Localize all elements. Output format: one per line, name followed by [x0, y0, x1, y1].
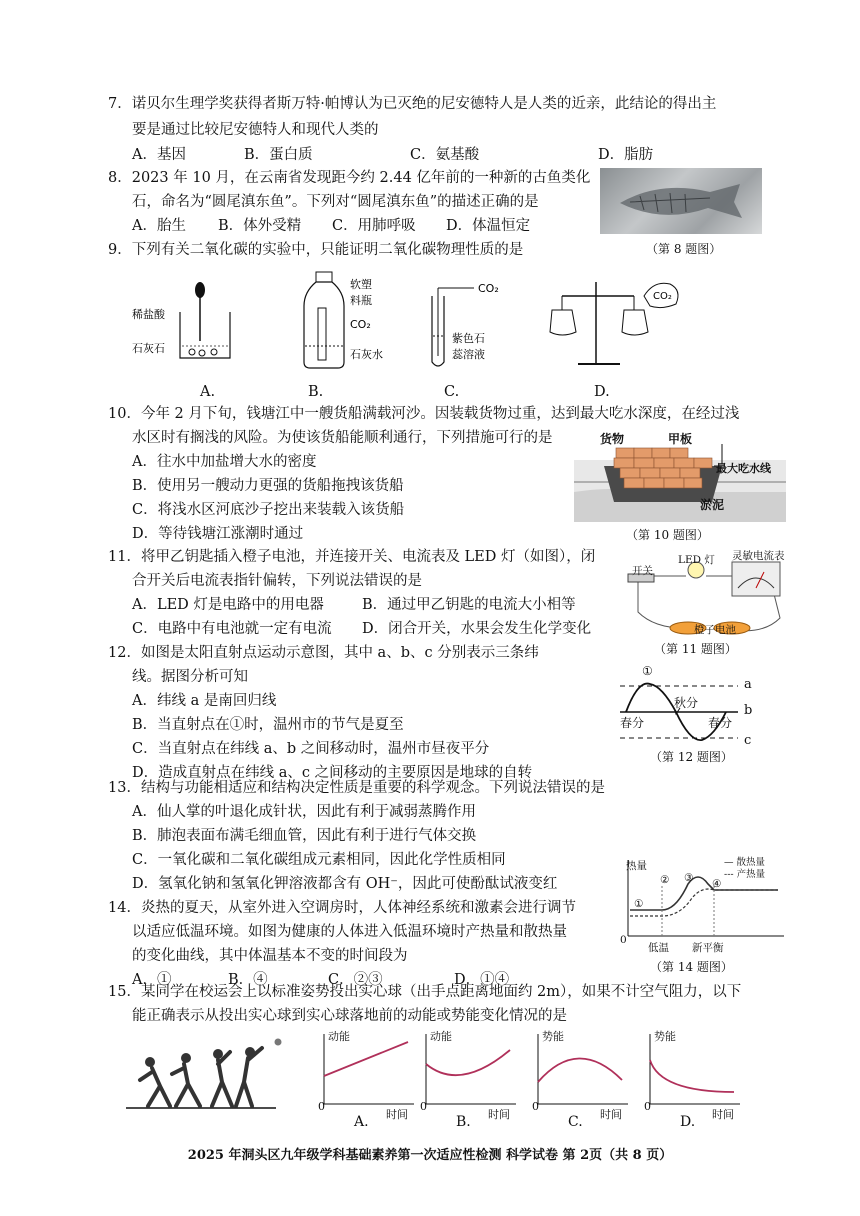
q12-label-c: c	[744, 733, 752, 748]
q12-label-autumn: 秋分	[674, 696, 699, 710]
q15-curve-b	[426, 1050, 510, 1075]
q15-ylabel-d: 势能	[654, 1030, 676, 1043]
q14-caption: （第 14 题图）	[650, 960, 733, 974]
q14-label-yaxis: 热量	[626, 860, 647, 872]
q14-legend-gain: --- 产热量	[724, 869, 766, 880]
q14-option-c: C．②③	[328, 972, 383, 988]
q8-stem-line2: 石，命名为“圆尾滇东鱼”。下列对“圆尾滇东鱼”的描述正确的是	[132, 194, 539, 210]
q13-stem: 13．结构与功能相适应和结构决定性质是重要的科学观念。下列说法错误的是	[108, 780, 605, 796]
q12-option-c: C．当直射点在纬线 a、b 之间移动时，温州市昼夜平分	[132, 741, 490, 757]
q8-option-d: D．体温恒定	[446, 218, 531, 234]
q15-option-c: C.	[568, 1114, 583, 1130]
q9-label-limewater: 石灰水	[350, 348, 383, 361]
q9-stem: 9．下列有关二氧化碳的实验中，只能证明二氧化碳物理性质的是	[108, 242, 524, 258]
q15-origin-c: 0	[532, 1100, 539, 1113]
q10-option-c: C．将浅水区河底沙子挖出来装载入该货船	[132, 502, 405, 518]
q13-option-b: B．肺泡表面布满毛细血管，因此有利于进行气体交换	[132, 828, 477, 844]
q10-stem-line1: 10．今年 2 月下旬，钱塘江中一艘货船满载河沙。因装载货物过重，达到最大吃水深度，在经过浅	[108, 406, 740, 422]
q15-curve-c	[538, 1058, 622, 1082]
q8-caption: （第 8 题图）	[646, 242, 722, 256]
q15-origin-d: 0	[644, 1100, 651, 1113]
q12-label-b: b	[744, 703, 753, 718]
q9-label-bottle2: 料瓶	[350, 294, 372, 307]
q9-label-limestone: 石灰石	[132, 342, 165, 355]
q9-label-acid: 稀盐酸	[132, 308, 165, 321]
q7-stem-line2: 要是通过比较尼安德特人和现代人类的	[132, 122, 379, 138]
q12-label-spring-right: 春分	[708, 716, 733, 730]
q15-option-b: B.	[456, 1114, 471, 1130]
q10-option-d: D．等待钱塘江涨潮时通过	[132, 526, 304, 542]
q15-option-d: D.	[680, 1114, 696, 1130]
q12-caption: （第 12 题图）	[650, 750, 733, 764]
q14-legend-loss: — 散热量	[724, 857, 766, 868]
q14-label-origin: 0	[620, 934, 627, 946]
q11-option-b: B．通过甲乙钥匙的电流大小相等	[362, 597, 576, 613]
q9-label-co2-bag: CO₂	[653, 291, 672, 302]
q15-ylabel-c: 势能	[542, 1030, 564, 1043]
q11-label-switch: 开关	[632, 565, 653, 577]
q15-graph-c	[532, 1030, 632, 1130]
q8-stem-line1: 8．2023 年 10 月，在云南省发现距今约 2.44 亿年前的一种新的古鱼类化	[108, 170, 591, 186]
q13-option-c: C．一氧化碳和二氧化碳组成元素相同，因此化学性质相同	[132, 852, 506, 868]
q15-curve-a	[324, 1042, 408, 1076]
q15-xlabel-d: 时间	[712, 1108, 734, 1121]
q15-origin-b: 0	[420, 1100, 427, 1113]
q15-stem-line1: 15．某同学在校运会上以标准姿势投出实心球（出手点距离地面约 2m），如果不计空气阻力，以下	[108, 984, 742, 1000]
q15-ylabel-a: 动能	[328, 1030, 350, 1043]
q15-graph-b	[420, 1030, 520, 1130]
q10-option-a: A．往水中加盐增大水的密度	[132, 454, 317, 470]
q11-option-a: A．LED 灯是电路中的用电器	[132, 597, 324, 613]
q14-label-r1: ①	[634, 898, 644, 910]
q14-option-a: A．①	[132, 972, 172, 988]
q15-option-a: A.	[354, 1114, 369, 1130]
q14-label-r2: ②	[660, 874, 670, 886]
q15-xlabel-c: 时间	[600, 1108, 622, 1121]
q7-option-a: A．基因	[132, 147, 186, 163]
q15-xlabel-b: 时间	[488, 1108, 510, 1121]
q9-option-b: B.	[308, 384, 324, 400]
q12-label-a: a	[744, 677, 752, 692]
q10-stem-line2: 水区时有搁浅的风险。为使该货船能顺利通行，下列措施可行的是	[132, 430, 553, 446]
q7-option-b: B．蛋白质	[244, 147, 313, 163]
q15-ylabel-b: 动能	[430, 1030, 452, 1043]
q9-label-co2: CO₂	[350, 318, 371, 331]
q15-graph-d	[644, 1030, 744, 1130]
q7-stem-line1: 7．诺贝尔生理学奖获得者斯万特·帕博认为已灭绝的尼安德特人是人类的近亲，此结论的得出主	[108, 96, 717, 112]
q12-stem-line1: 12．如图是太阳直射点运动示意图，其中 a、b、c 分别表示三条纬	[108, 645, 539, 661]
q11-stem-line1: 11．将甲乙钥匙插入橙子电池，并连接开关、电流表及 LED 灯（如图），闭	[108, 549, 596, 565]
q14-stem-line2: 以适应低温环境。如图为健康的人体进入低温环境时产热量和散热量	[132, 924, 567, 940]
q14-label-newbal: 新平衡	[692, 942, 724, 954]
q13-option-d: D．氢氧化钠和氢氧化钾溶液都含有 OH⁻，因此可使酚酞试液变红	[132, 876, 558, 892]
q14-option-b: B．④	[228, 972, 268, 988]
q12-option-b: B．当直射点在①时，温州市的节气是夏至	[132, 717, 404, 733]
q14-label-low: 低温	[648, 942, 669, 954]
q8-option-a: A．胎生	[132, 218, 186, 234]
q13-option-a: A．仙人掌的叶退化成针状，因此有利于减弱蒸腾作用	[132, 804, 476, 820]
q9-label-co2-tube: CO₂	[478, 282, 499, 295]
q9-option-c: C.	[444, 384, 460, 400]
q10-label-waterline: 最大吃水线	[716, 462, 771, 475]
q9-experiment-figures	[130, 266, 690, 376]
q11-caption: （第 11 题图）	[654, 642, 737, 656]
fossil-photo	[600, 168, 762, 234]
q8-option-c: C．用肺呼吸	[332, 218, 416, 234]
q15-curve-d	[650, 1060, 734, 1092]
q14-option-d: D．①④	[454, 972, 510, 988]
q11-label-battery: 橙子电池	[694, 624, 736, 636]
q11-label-led: LED 灯	[678, 554, 715, 566]
q9-label-litmus1: 紫色石	[452, 332, 485, 345]
q12-option-a: A．纬线 a 是南回归线	[132, 693, 277, 709]
q11-option-c: C．电路中有电池就一定有电流	[132, 621, 332, 637]
q10-caption: （第 10 题图）	[626, 528, 709, 542]
q8-option-b: B．体外受精	[218, 218, 302, 234]
q9-label-bottle1: 软塑	[350, 278, 372, 291]
q14-stem-line1: 14．炎热的夏天，从室外进入空调房时，人体神经系统和激素会进行调节	[108, 900, 576, 916]
q10-label-silt: 淤泥	[700, 498, 725, 512]
q12-option-d: D．造成直射点在纬线 a、c 之间移动的主要原因是地球的自转	[132, 765, 533, 781]
q15-stem-line2: 能正确表示从投出实心球到实心球落地前的动能或势能变化情况的是	[132, 1008, 567, 1024]
q11-label-meter: 灵敏电流表	[732, 550, 785, 562]
q14-stem-line3: 的变化曲线，其中体温基本不变的时间段为	[132, 948, 408, 964]
q15-graph-a	[318, 1030, 418, 1130]
q9-option-a: A.	[200, 384, 216, 400]
q10-label-cargo: 货物	[600, 432, 625, 446]
q11-stem-line2: 合开关后电流表指针偏转，下列说法错误的是	[132, 573, 422, 589]
q7-option-d: D．脂肪	[598, 147, 654, 163]
page-footer: 2025 年洞头区九年级学科基础素养第一次适应性检测 科学试卷 第 2页（共 8 页）	[187, 1148, 673, 1163]
q12-label-point1: ①	[642, 664, 653, 678]
q12-stem-line2: 线。据图分析可知	[132, 669, 248, 685]
q9-figure-b	[304, 272, 344, 368]
q7-option-c: C．氨基酸	[410, 147, 480, 163]
q9-label-litmus2: 蕊溶液	[452, 348, 485, 361]
q14-label-r3: ③	[684, 872, 694, 884]
q14-label-r4: ④	[712, 878, 722, 890]
q15-xlabel-a: 时间	[386, 1108, 408, 1121]
q10-option-b: B．使用另一艘动力更强的货船拖拽该货船	[132, 478, 404, 494]
q11-option-d: D．闭合开关，水果会发生化学变化	[362, 621, 592, 637]
q15-origin-a: 0	[318, 1100, 325, 1113]
q12-label-spring-left: 春分	[620, 716, 645, 730]
q9-option-d: D.	[594, 384, 610, 400]
shot-put-athlete-figure	[126, 1034, 296, 1114]
q10-label-deck: 甲板	[668, 432, 693, 446]
